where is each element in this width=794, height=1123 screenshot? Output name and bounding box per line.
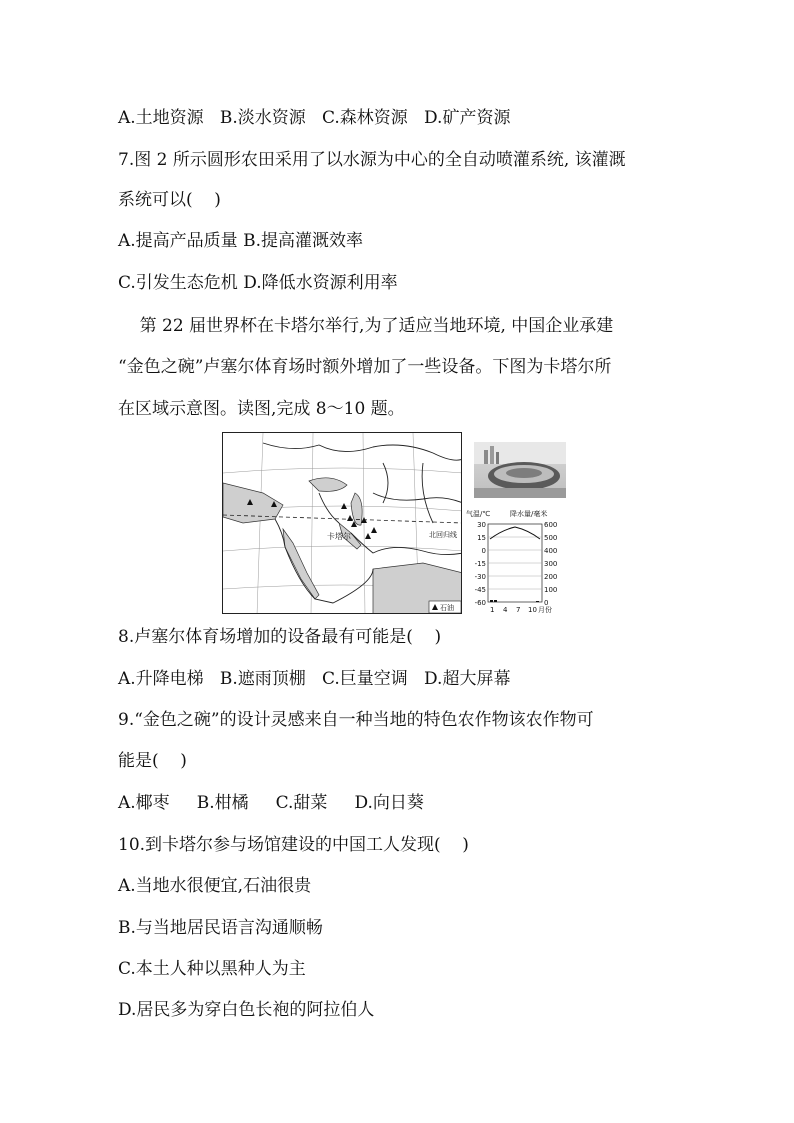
temp-tick: -15 xyxy=(474,560,486,568)
q10-option-d: D.居民多为穿白色长袍的阿拉伯人 xyxy=(118,1000,375,1020)
q9-stem-line2: 能是( ) xyxy=(118,751,187,771)
climate-chart xyxy=(466,508,566,614)
legend-label: 石油 xyxy=(440,604,454,612)
q10-option-c: C.本土人种以黑种人为主 xyxy=(118,959,306,979)
q8-stem: 8.卢塞尔体育场增加的设备最有可能是( ) xyxy=(118,627,442,647)
q6-options: A.土地资源 B.淡水资源 C.森林资源 D.矿产资源 xyxy=(118,108,511,128)
temp-tick: 0 xyxy=(481,547,486,555)
precip-tick: 300 xyxy=(544,560,558,568)
tropic-label: 北回归线 xyxy=(429,531,457,539)
precip-tick: 200 xyxy=(544,573,558,581)
chart-gridlines xyxy=(488,537,542,589)
precip-axis-title: 降水量/毫米 xyxy=(510,510,548,518)
q7-options-line2: C.引发生态危机 D.降低水资源利用率 xyxy=(118,273,398,293)
month-tick: 7 xyxy=(516,606,521,614)
precip-tick: 500 xyxy=(544,534,558,542)
stadium-photo xyxy=(474,442,566,498)
precip-tick: 0 xyxy=(544,599,549,607)
qatar-label: 卡塔尔 xyxy=(327,532,351,541)
precip-tick: 600 xyxy=(544,521,558,529)
precip-tick: 400 xyxy=(544,547,558,555)
passage-line3: 在区域示意图。读图,完成 8～10 题。 xyxy=(118,399,405,419)
temp-tick: 15 xyxy=(477,534,486,542)
map-drawing xyxy=(223,433,462,614)
q7-stem-line2: 系统可以( ) xyxy=(118,190,221,210)
temp-tick: -30 xyxy=(474,573,486,581)
q10-option-b: B.与当地居民语言沟通顺畅 xyxy=(118,918,323,938)
month-unit: 月份 xyxy=(538,606,552,614)
q9-options: A.椰枣 B.柑橘 C.甜菜 D.向日葵 xyxy=(118,793,424,813)
q7-options-line1: A.提高产品质量 B.提高灌溉效率 xyxy=(118,231,363,251)
temp-tick: -45 xyxy=(474,586,486,594)
precip-tick: 100 xyxy=(544,586,558,594)
temperature-curve xyxy=(490,527,540,539)
q10-option-a: A.当地水很便宜,石油很贵 xyxy=(118,876,312,896)
region-map xyxy=(222,432,462,614)
temp-axis-title: 气温/℃ xyxy=(466,510,491,518)
month-tick: 1 xyxy=(490,606,495,614)
temp-tick: 30 xyxy=(477,521,486,529)
passage-line2: “金色之碗”卢塞尔体育场时额外增加了一些设备。下图为卡塔尔所 xyxy=(118,357,612,377)
q9-stem-line1: 9.“金色之碗”的设计灵感来自一种当地的特色农作物该农作物可 xyxy=(118,710,594,730)
q7-stem-line1: 7.图 2 所示圆形农田采用了以水源为中心的全自动喷灌系统, 该灌溉 xyxy=(118,150,626,170)
temp-tick: -60 xyxy=(474,599,486,607)
q10-stem: 10.到卡塔尔参与场馆建设的中国工人发现( ) xyxy=(118,835,469,855)
q8-options: A.升降电梯 B.遮雨顶棚 C.巨量空调 D.超大屏幕 xyxy=(118,669,511,689)
region-figure xyxy=(222,432,566,614)
month-tick: 10 xyxy=(528,606,537,614)
passage-line1: 第 22 届世界杯在卡塔尔举行,为了适应当地环境, 中国企业承建 xyxy=(118,316,614,336)
month-tick: 4 xyxy=(503,606,508,614)
